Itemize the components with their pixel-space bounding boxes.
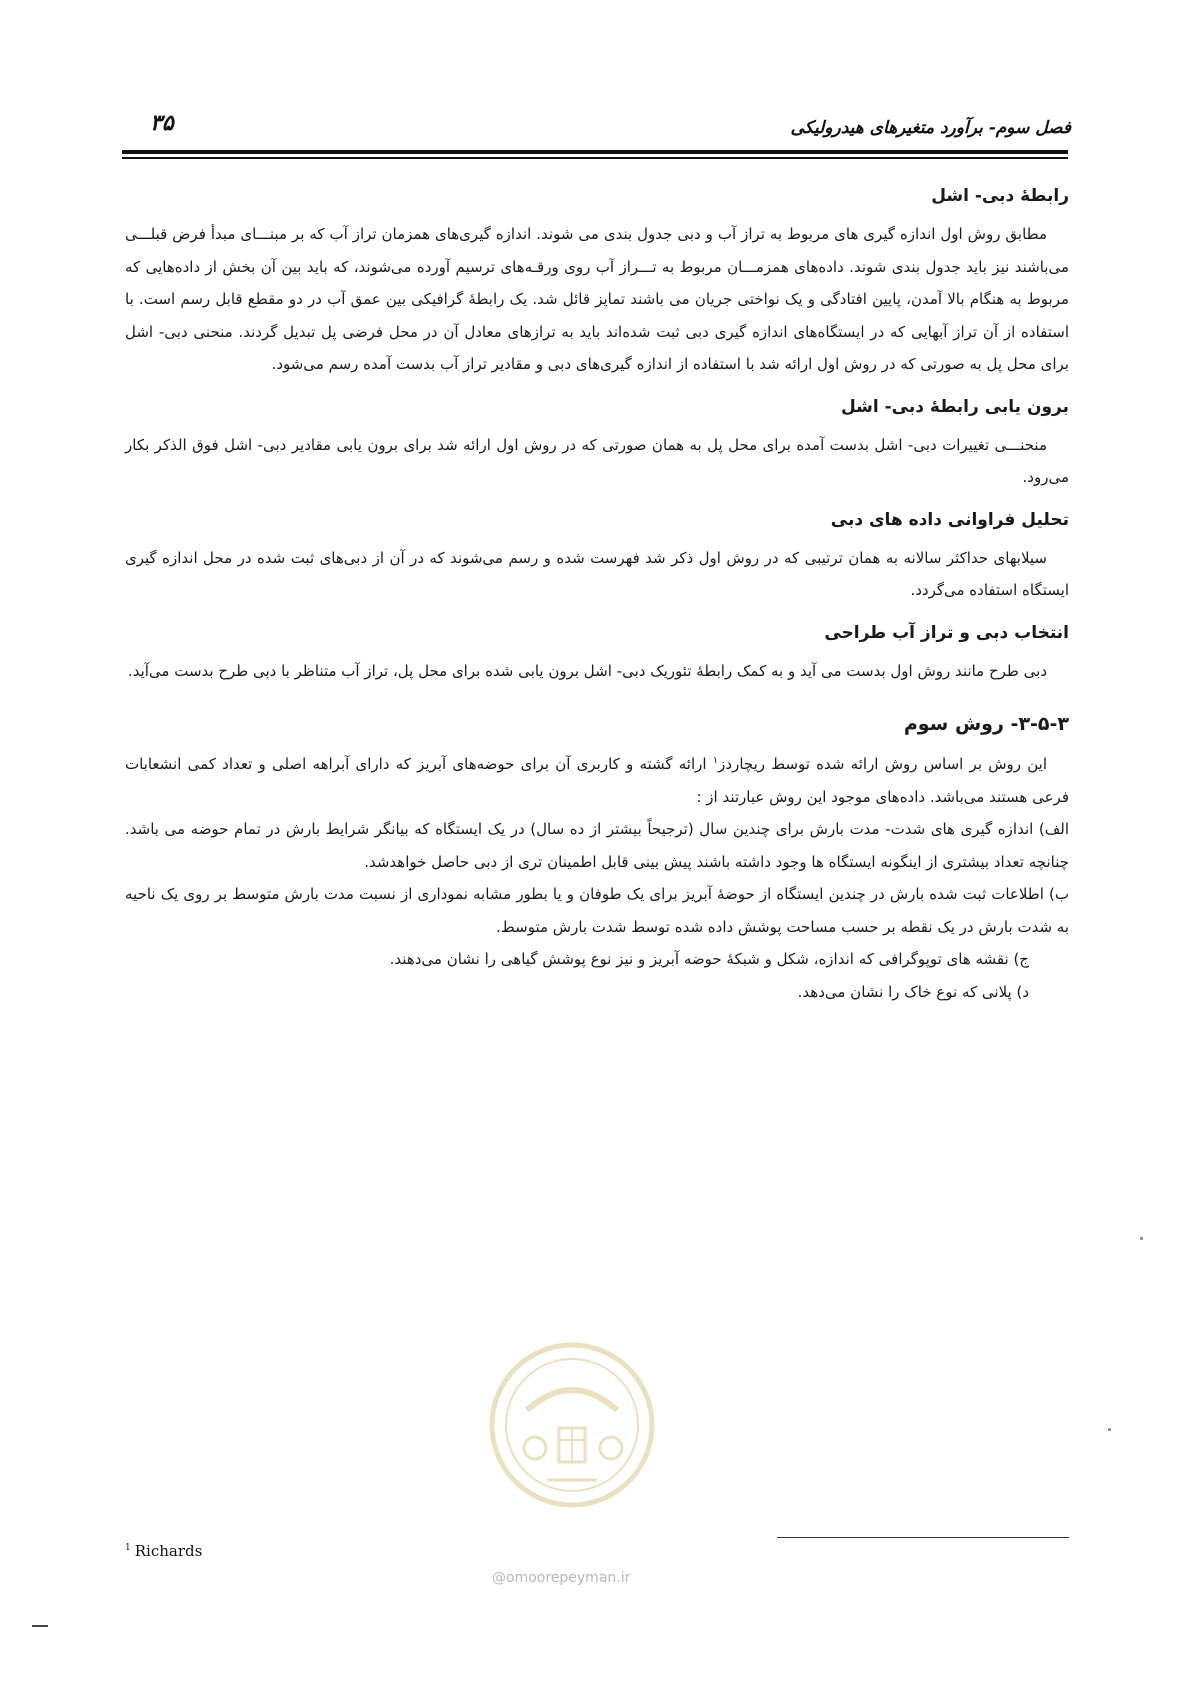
watermark-seal-icon <box>487 1340 657 1510</box>
header-rule-thick <box>122 150 1068 154</box>
paragraph-discharge-stage: مطابق روش اول اندازه گیری های مربوط به تراز آب و دبی جدول بندی می شوند. اندازه گیری‌های همزمان تراز آب که بر مبنـــای مبدأ فرض قبلـــی می‌باشند نیز باید جدول بندی شوند. داده‌های همزمـــان مربوط به تـــراز آب روی ورقـه‌های ترسیم آورده می‌شوند، که باید بین آن بخش از داده‌هایی که مربوط به هنگام بالا آمدن، پایین افتادگی و یک نواختی جریان می باشند تمایز قائل شد. یک رابطهٔ گرافیکی بین عمق آب در دو مقطع قابل رسم است. با استفاده از آن تراز آبهایی که در ایستگاه‌های اندازه گیری دبی ثبت شده‌اند باید به ترازهای معادل آن در محل فرضی پل تبدیل گردند. منحنی دبی- اشل برای محل پل به صورتی که در روش اول ارائه شد با استفاده از اندازه گیری‌های دبی و مقادیر تراز آب بدست آمده رسم می‌شود. <box>125 225 1069 373</box>
paragraph-extrapolation: منحنـــی تغییرات دبی- اشل بدست آمده برای محل پل به همان صورتی که در روش اول ارائه شد برای برون یابی مقادیر دبی- اشل فوق الذکر بکار می‌رود. <box>125 435 1069 486</box>
intro-text-before: این روش بر اساس روش ارائه شده توسط ریچاردز <box>718 755 1047 773</box>
heading-discharge-stage: رابطهٔ دبی- اشل <box>931 186 1069 206</box>
scan-speck <box>1108 1428 1111 1431</box>
page-body <box>125 186 1069 1008</box>
page-number: ۳۵ <box>150 110 174 136</box>
footnote-divider <box>777 1537 1069 1538</box>
list-item-a: الف) اندازه گیری های شدت- مدت بارش برای چندین سال (ترجیحاً بیشتر از ده سال) در یک ایستگاه که بیانگر شرایط بارش در تمام حوضه می باشد. چنانچه تعداد بیشتری از اینگونه ایستگاه ها وجود داشته باشند پیش بینی قابل اطمینان تری از دبی حاصل خواهدشد. <box>125 820 1069 871</box>
intro-text-after: ارائه گشته و کاربری آن برای حوضه‌های آبریز که دارای آبراهه اصلی و تعداد کمی انشعابات فرعی هستند می‌باشد. داده‌های موجود این روش عبارتند از : <box>125 755 1069 806</box>
scan-edge-mark <box>32 1625 48 1627</box>
paragraph-frequency-analysis: سیلابهای حداکثر سالانه به همان ترتیبی که در روش اول ذکر شد فهرست شده و رسم می‌شوند که در آن از دبی‌های ثبت شده در محل اندازه گیری ایستگاه استفاده می‌گردد. <box>125 548 1069 599</box>
list-item-d: د) پلانی که نوع خاک را نشان می‌دهد. <box>797 982 1029 1001</box>
list-item-c: ج) نقشه های توپوگرافی که اندازه، شکل و شبکهٔ حوضه آبریز و نیز نوع پوشش گیاهی را نشان می‌دهند. <box>389 950 1029 968</box>
paragraph-design-selection: دبی طرح مانند روش اول بدست می آید و به کمک رابطهٔ تئوریک دبی- اشل برون یابی شده برای محل پل، تراز آب متناظر با دبی طرح بدست می‌آید. <box>127 661 1047 680</box>
footnote-number: 1 <box>125 1543 131 1553</box>
heading-frequency-analysis: تحلیل فراوانی داده های دبی <box>830 509 1069 530</box>
list-item-b: ب) اطلاعات ثبت شده بارش در چندین ایستگاه از حوضهٔ آبریز برای یک طوفان و یا بطور مشابه نموداری از نسبت مدت بارش متوسط بر روی یک ناحیه به شدت بارش در یک نقطه بر حسب مساحت پوشش داده شده توسط شدت بارش متوسط. <box>125 885 1069 936</box>
heading-design-selection: انتخاب دبی و تراز آب طراحی <box>824 622 1069 643</box>
heading-method-three: ۳-۵-۳- روش سوم <box>903 713 1069 735</box>
paragraph-method-three-intro <box>125 745 1069 813</box>
heading-extrapolation: برون یابی رابطهٔ دبی- اشل <box>840 396 1069 417</box>
watermark-url: @omoorepeyman.ir <box>492 1570 631 1586</box>
chapter-title: فصل سوم- برآورد متغیرهای هیدرولیکی <box>790 118 1071 138</box>
header-rule-thin <box>122 157 1068 159</box>
footnote <box>125 1542 202 1560</box>
footnote-reference: ۱ <box>712 755 719 766</box>
footnote-text: Richards <box>134 1542 203 1560</box>
scan-speck <box>1140 1237 1143 1240</box>
